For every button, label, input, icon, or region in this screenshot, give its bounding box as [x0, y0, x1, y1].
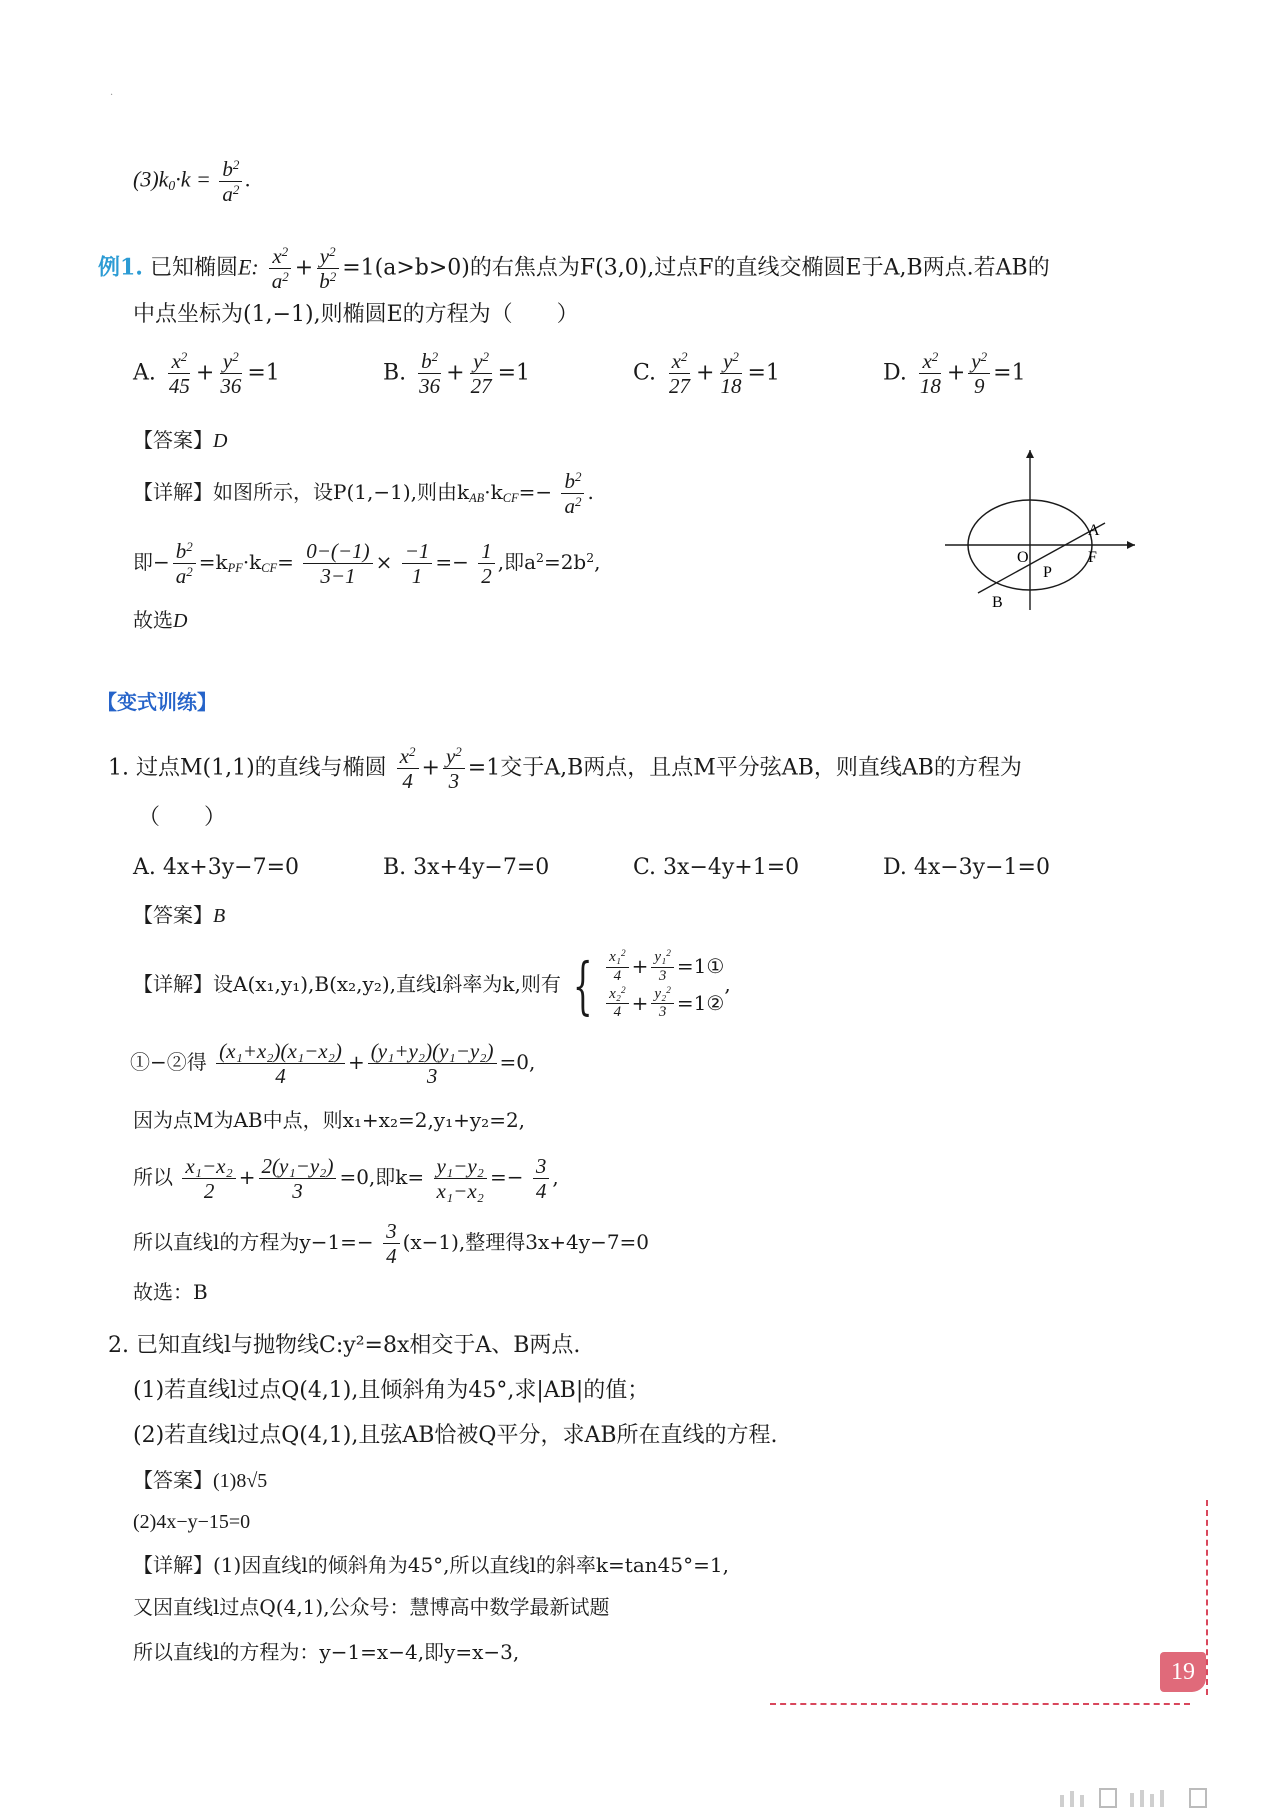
label-p: P — [1043, 564, 1052, 581]
q1-detail-line4: 所以 $\frac{\text{x₁−x₂}}{2}$ + $\frac{\text{2(y₁−y₂)}}{3}$ =0,即k= $\frac{\text{y₁−y₂}}{\text{x₁−x₂}}$ =− $\frac{3}{4}$ , — [133, 1154, 559, 1204]
q1-detail-line1: 【详解】设A(x₁,y₁),B(x₂,y₂),直线l斜率为k,则有 { $\frac{x_1^2}{4}$ + $\frac{y_1^2}{3}$ =1① $\frac{x_2^2}{4}$ + $\frac{y_2^2}{3}$ =1② , — [133, 948, 731, 1022]
variant-title: 【变式训练】 — [97, 690, 217, 714]
q2-detail-line3: 所以直线l的方程为：y−1=x−4,即y=x−3, — [133, 1640, 520, 1664]
q1-line2: （ ） — [138, 805, 227, 830]
page-number: 19 — [1160, 1652, 1206, 1692]
q2-line2: (1)若直线l过点Q(4,1),且倾斜角为45°,求|AB|的值； — [133, 1378, 650, 1403]
q1-answer: 【答案】B — [133, 903, 226, 927]
q1-detail-line5: 所以直线l的方程为y−1=− $\frac{3}{4}$ (x−1),整理得3x+4y−7=0 — [133, 1219, 650, 1269]
chord-line — [978, 523, 1105, 593]
q1-detail-line6: 故选：B — [133, 1280, 208, 1304]
example1-choose: 故选D — [133, 608, 188, 632]
q2-line1: 2. 已知直线l与抛物线C:y²=8x相交于A、B两点. — [108, 1333, 581, 1358]
label-a: A — [1088, 522, 1100, 539]
x-axis-arrow — [1127, 541, 1135, 549]
page-border-horizontal — [770, 1703, 1190, 1705]
example1-detail-line1: 【详解】如图所示，设P(1,−1),则由$k_{AB}\cdot k_{CF}=-$ $\frac{b^2}{a^2}$ . — [133, 468, 594, 519]
q1-detail-line2: ①−②得 $\frac{\text{(x₁+x₂)(x₁−x₂)}}{4}$ + $\frac{\text{(y₁+y₂)(y₁−y₂)}}{3}$ =0, — [130, 1039, 536, 1089]
q1-option-b: B. 3x+4y−7=0 — [383, 855, 550, 880]
q2-line3: (2)若直线l过点Q(4,1),且弦AB恰被Q平分，求AB所在直线的方程. — [133, 1423, 778, 1448]
example1-line2: 中点坐标为(1,−1),则椭圆E的方程为（ ） — [133, 302, 579, 327]
label-f: F — [1088, 549, 1097, 566]
label-b: B — [992, 594, 1003, 611]
q1-detail-line3: 因为点M为AB中点，则x₁+x₂=2,y₁+y₂=2, — [133, 1108, 526, 1132]
q2-answer2: (2)4x−y−15=0 — [133, 1511, 251, 1533]
example1-option-a: A. $\frac{x^2}{45}$ + $\frac{y^2}{36}$ =1 — [133, 348, 280, 399]
example1-option-b: B. $\frac{b^2}{36}$ + $\frac{y^2}{27}$ =1 — [383, 348, 531, 399]
q1-option-a: A. 4x+3y−7=0 — [133, 855, 299, 880]
q1-option-c: C. 3x−4y+1=0 — [633, 855, 800, 880]
example1-option-d: D. $\frac{x^2}{18}$ + $\frac{y^2}{9}$ =1 — [883, 348, 1026, 399]
q2-detail-line2: 又因直线l过点Q(4,1),公众号：慧博高中数学最新试题 — [133, 1595, 610, 1619]
example1-answer: 【答案】D — [133, 428, 228, 452]
q2-answer1: 【答案】(1)8√5 — [133, 1468, 268, 1492]
top-formula: $(3)k_0\cdot k$ = $\frac{b^2}{a^2}$ . — [133, 156, 251, 207]
q1-line1: 1. 过点M(1,1)的直线与椭圆 $\frac{x^2}{4}$ + $\frac{y^2}{3}$ =1交于A,B两点，且点M平分弦AB，则直线AB的方程为 — [108, 743, 1022, 794]
example1-detail-line2: 即− $\frac{b^2}{a^2}$ $=k_{PF}\cdot k_{CF}=$ $\frac{0-(-1)}{3-1}$ × $\frac{-1}{1}$ =− $\frac{1}{2}$ ,即$a^2=2b^2$, — [133, 538, 601, 589]
example1-line1: 例1. 已知椭圆E: $\frac{x^2}{a^2}$ + $\frac{y^2}{b^2}$ =1(a>b>0)的右焦点为F(3,0),过点F的直线交椭圆E于A,B两点.若AB的 — [98, 243, 1050, 294]
q1-option-d: D. 4x−3y−1=0 — [883, 855, 1050, 880]
page-border-vertical — [1206, 1500, 1208, 1695]
toolbar-glyphs — [1060, 1785, 1260, 1809]
example1-option-c: C. $\frac{x^2}{27}$ + $\frac{y^2}{18}$ =1 — [633, 348, 780, 399]
y-axis-arrow — [1026, 450, 1034, 458]
label-o: O — [1017, 549, 1029, 566]
stray-dot: · — [110, 90, 114, 101]
q2-detail-line1: 【详解】(1)因直线l的倾斜角为45°,所以直线l的斜率k=tan45°=1, — [133, 1553, 729, 1577]
ellipse-figure — [940, 445, 1140, 615]
